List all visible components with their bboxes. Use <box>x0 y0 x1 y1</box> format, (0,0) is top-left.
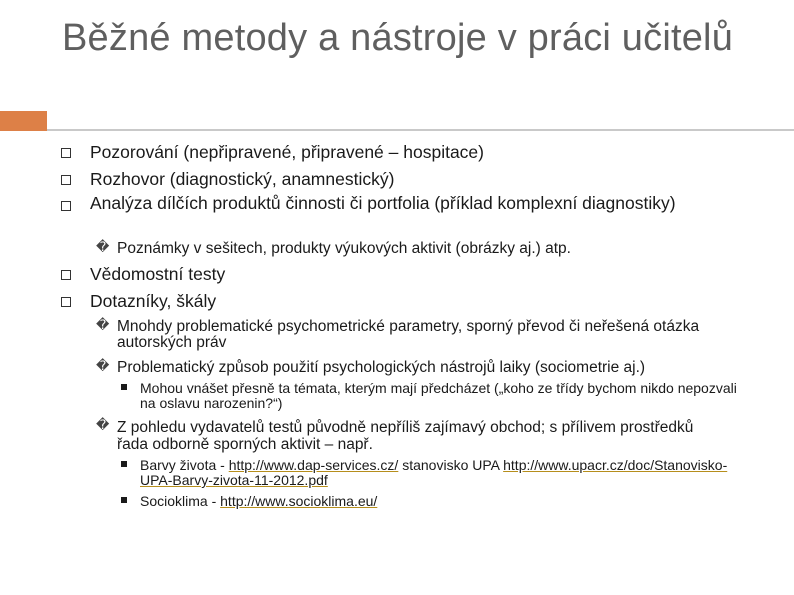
bullet-item-socioklima <box>140 494 750 509</box>
barvy-zivota-prefix: Barvy života - <box>140 457 229 473</box>
barvy-zivota-middle: stanovisko UPA <box>398 457 504 473</box>
square-bullet-icon <box>121 384 127 390</box>
bullet-item-z-pohledu: Z pohledu vydavatelů testů původně nepříliš zajímavý obchod; s přílivem prostředků řada odborně sporných aktivit – např. <box>117 419 694 453</box>
title-divider-line <box>47 129 794 131</box>
question-bullet-icon: � <box>96 359 110 374</box>
bullet-item-barvy-zivota <box>140 458 750 488</box>
question-bullet-icon: � <box>96 418 110 433</box>
checkbox-bullet-icon <box>61 270 71 280</box>
checkbox-bullet-icon <box>61 201 71 211</box>
socioklima-prefix: Socioklima - <box>140 493 221 509</box>
bullet-item-analyza: Analýza dílčích produktů činnosti či portfolia (příklad komplexní diagnostiky) <box>90 193 676 213</box>
square-bullet-icon <box>121 461 127 467</box>
checkbox-bullet-icon <box>61 297 71 307</box>
square-bullet-icon <box>121 497 127 503</box>
title-accent-bar <box>0 111 47 131</box>
link-socioklima[interactable]: http://www.socioklima.eu/ <box>220 493 378 509</box>
slide-title: Běžné metody a nástroje v práci učitelů <box>62 17 734 59</box>
bullet-item-dotazniky: Dotazníky, škály <box>90 291 217 311</box>
link-upa-stanovisko[interactable]: http://www.upacr.cz/doc/Stanovisko-UPA-Barvy-zivota-11-2012.pdf <box>140 457 728 488</box>
link-dap-services[interactable]: http://www.dap-services.cz/ <box>228 457 399 473</box>
question-bullet-icon: � <box>96 318 110 333</box>
bullet-item-mnohdy: Mnohdy problematické psychometrické parametry, sporný převod či neřešená otázka autorských práv <box>117 318 700 351</box>
checkbox-bullet-icon <box>61 148 71 158</box>
bullet-item-mohou: Mohou vnášet přesně ta témata, kterým mají předcházet („koho ze třídy bychom nikdo nepozvali na oslavu narozenin?“) <box>140 380 737 411</box>
bullet-item-poznamky: Poznámky v sešitech, produkty výukových aktivit (obrázky aj.) atp. <box>117 240 571 257</box>
bullet-item-rozhovor: Rozhovor (diagnostický, anamnestický) <box>90 169 395 189</box>
checkbox-bullet-icon <box>61 175 71 185</box>
bullet-item-pozorovani: Pozorování (nepřipravené, připravené – hospitace) <box>90 142 484 162</box>
bullet-item-problematicky: Problematický způsob použití psychologických nástrojů laiky (sociometrie aj.) <box>117 359 646 376</box>
bullet-item-vedomostni-testy: Vědomostní testy <box>90 264 226 284</box>
question-bullet-icon: � <box>96 240 110 255</box>
